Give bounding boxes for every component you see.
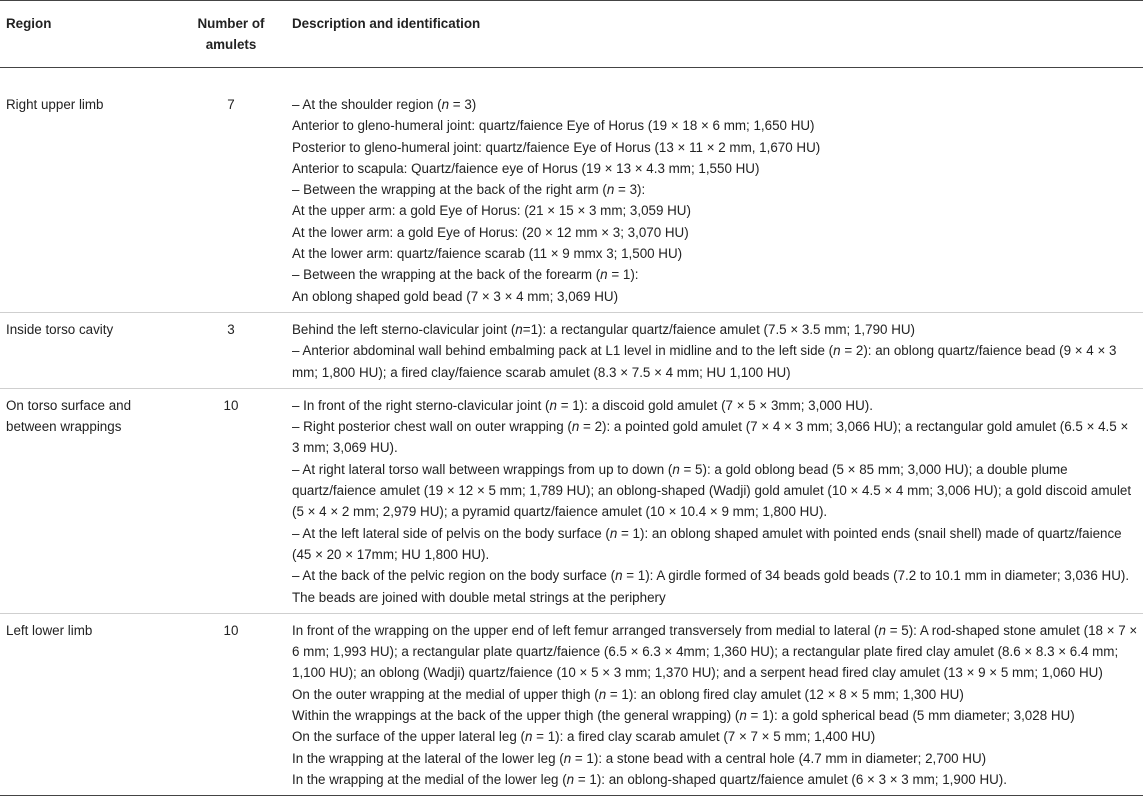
table-body <box>0 68 1143 796</box>
description-line: – At the left lateral side of pelvis on the body surface (n = 1): an oblong shaped amulet with pointed ends (snail shell) made of quartz/faience (45 × 20 × 17mm; HU 1,800 HU). <box>292 525 1122 562</box>
description-line: Posterior to gleno-humeral joint: quartz/faience Eye of Horus (13 × 11 × 2 mm, 1,670 HU) <box>292 139 821 155</box>
region-cell: On torso surface and between wrappings <box>0 388 172 613</box>
description-cell <box>290 613 1143 795</box>
table-row <box>0 388 1143 613</box>
header-description: Description and identification <box>290 1 1143 68</box>
count-cell: 3 <box>172 312 290 388</box>
description-line: – Between the wrapping at the back of the right arm (n = 3): <box>292 182 646 198</box>
header-count: Number of amulets <box>172 1 290 68</box>
description-line: Within the wrappings at the back of the upper thigh (the general wrapping) (n = 1): a gold spherical bead (5 mm diameter; 3,028 HU) <box>292 708 1075 724</box>
description-cell <box>290 88 1143 312</box>
count-cell: 10 <box>172 388 290 613</box>
description-line: Anterior to scapula: Quartz/faience eye of Horus (19 × 13 × 4.3 mm; 1,550 HU) <box>292 160 760 176</box>
table-row <box>0 312 1143 388</box>
description-line: At the upper arm: a gold Eye of Horus: (21 × 15 × 3 mm; 3,059 HU) <box>292 203 691 219</box>
description-line: On the surface of the upper lateral leg (n = 1): a fired clay scarab amulet (7 × 7 × 5 mm; 1,400 HU) <box>292 729 876 745</box>
description-line: – At the back of the pelvic region on the body surface (n = 1): A girdle formed of 34 beads gold beads (7.2 to 10.1 mm in diameter; 3,036 HU). The beads are joined with double metal strings at the periphery <box>292 568 1130 605</box>
description-line: – At the shoulder region (n = 3) <box>292 97 477 112</box>
description-line: Anterior to gleno-humeral joint: quartz/faience Eye of Horus (19 × 18 × 6 mm; 1,650 HU) <box>292 118 815 134</box>
region-cell: Left lower limb <box>0 613 172 795</box>
description-line: – Right posterior chest wall on outer wrapping (n = 2): a pointed gold amulet (7 × 4 × 3 mm; 3,066 HU); a rectangular gold amulet (6.5 × 4.5 × 3 mm; 3,069 HU). <box>292 419 1129 456</box>
header-region: Region <box>0 1 172 68</box>
count-cell: 7 <box>172 88 290 312</box>
description-line: – At right lateral torso wall between wrappings from up to down (n = 5): a gold oblong bead (5 × 85 mm; 3,000 HU); a double plume quartz/faience amulet (19 × 12 × 5 mm; 1,789 HU); an oblong-shaped (Wadji) gold amulet (10 × 4.5 × 4 mm; 3,006 HU); a gold discoid amulet (5 × 4 × 2 mm; 2,979 HU); a pyramid quartz/faience amulet (10 × 10.4 × 9 mm; 1,800 HU). <box>292 461 1132 520</box>
table-row <box>0 88 1143 312</box>
table-row <box>0 613 1143 795</box>
description-line: – In front of the right sterno-clavicular joint (n = 1): a discoid gold amulet (7 × 5 × 3mm; 3,000 HU). <box>292 397 873 413</box>
description-line: In the wrapping at the medial of the lower leg (n = 1): an oblong-shaped quartz/faience amulet (6 × 3 × 3 mm; 1,900 HU). <box>292 771 1007 787</box>
description-line: At the lower arm: a gold Eye of Horus: (20 × 12 mm × 3; 3,070 HU) <box>292 224 689 240</box>
header-row <box>0 1 1143 68</box>
description-line: Behind the left sterno-clavicular joint (n=1): a rectangular quartz/faience amulet (7.5 × 3.5 mm; 1,790 HU) <box>292 321 915 337</box>
region-cell: Inside torso cavity <box>0 312 172 388</box>
description-line: In the wrapping at the lateral of the lower leg (n = 1): a stone bead with a central hole (4.7 mm in diameter; 2,700 HU) <box>292 750 987 766</box>
region-cell: Right upper limb <box>0 88 172 312</box>
description-line: An oblong shaped gold bead (7 × 3 × 4 mm; 3,069 HU) <box>292 288 619 304</box>
description-line: In front of the wrapping on the upper end of left femur arranged transversely from medial to lateral (n = 5): A rod-shaped stone amulet (18 × 7 × 6 mm; 1,993 HU); a rectangular plate quartz/faience (6.5 × 6.3 × 4mm; 1,360 HU); a rectangular plate fired clay amulet (8.6 × 8.3 × 6.4 mm; 1,100 HU); an oblong (Wadji) quartz/faience (10 × 5 × 3 mm; 1,370 HU); and a serpent head fired clay amulet (13 × 9 × 5 mm; 1,060 HU) <box>292 622 1138 681</box>
description-cell <box>290 312 1143 388</box>
description-line: – Anterior abdominal wall behind embalming pack at L1 level in midline and to the left side (n = 2): an oblong quartz/faience bead (9 × 4 × 3 mm; 1,800 HU); a fired clay/faience scarab amulet (8.3 × 7.5 × 4 mm; HU 1,100 HU) <box>292 343 1117 380</box>
description-cell <box>290 388 1143 613</box>
description-line: On the outer wrapping at the medial of upper thigh (n = 1): an oblong fired clay amulet (12 × 8 × 5 mm; 1,300 HU) <box>292 686 964 702</box>
description-line: – Between the wrapping at the back of the forearm (n = 1): <box>292 267 639 283</box>
count-cell: 10 <box>172 613 290 795</box>
description-line: At the lower arm: quartz/faience scarab (11 × 9 mmx 3; 1,500 HU) <box>292 246 683 262</box>
